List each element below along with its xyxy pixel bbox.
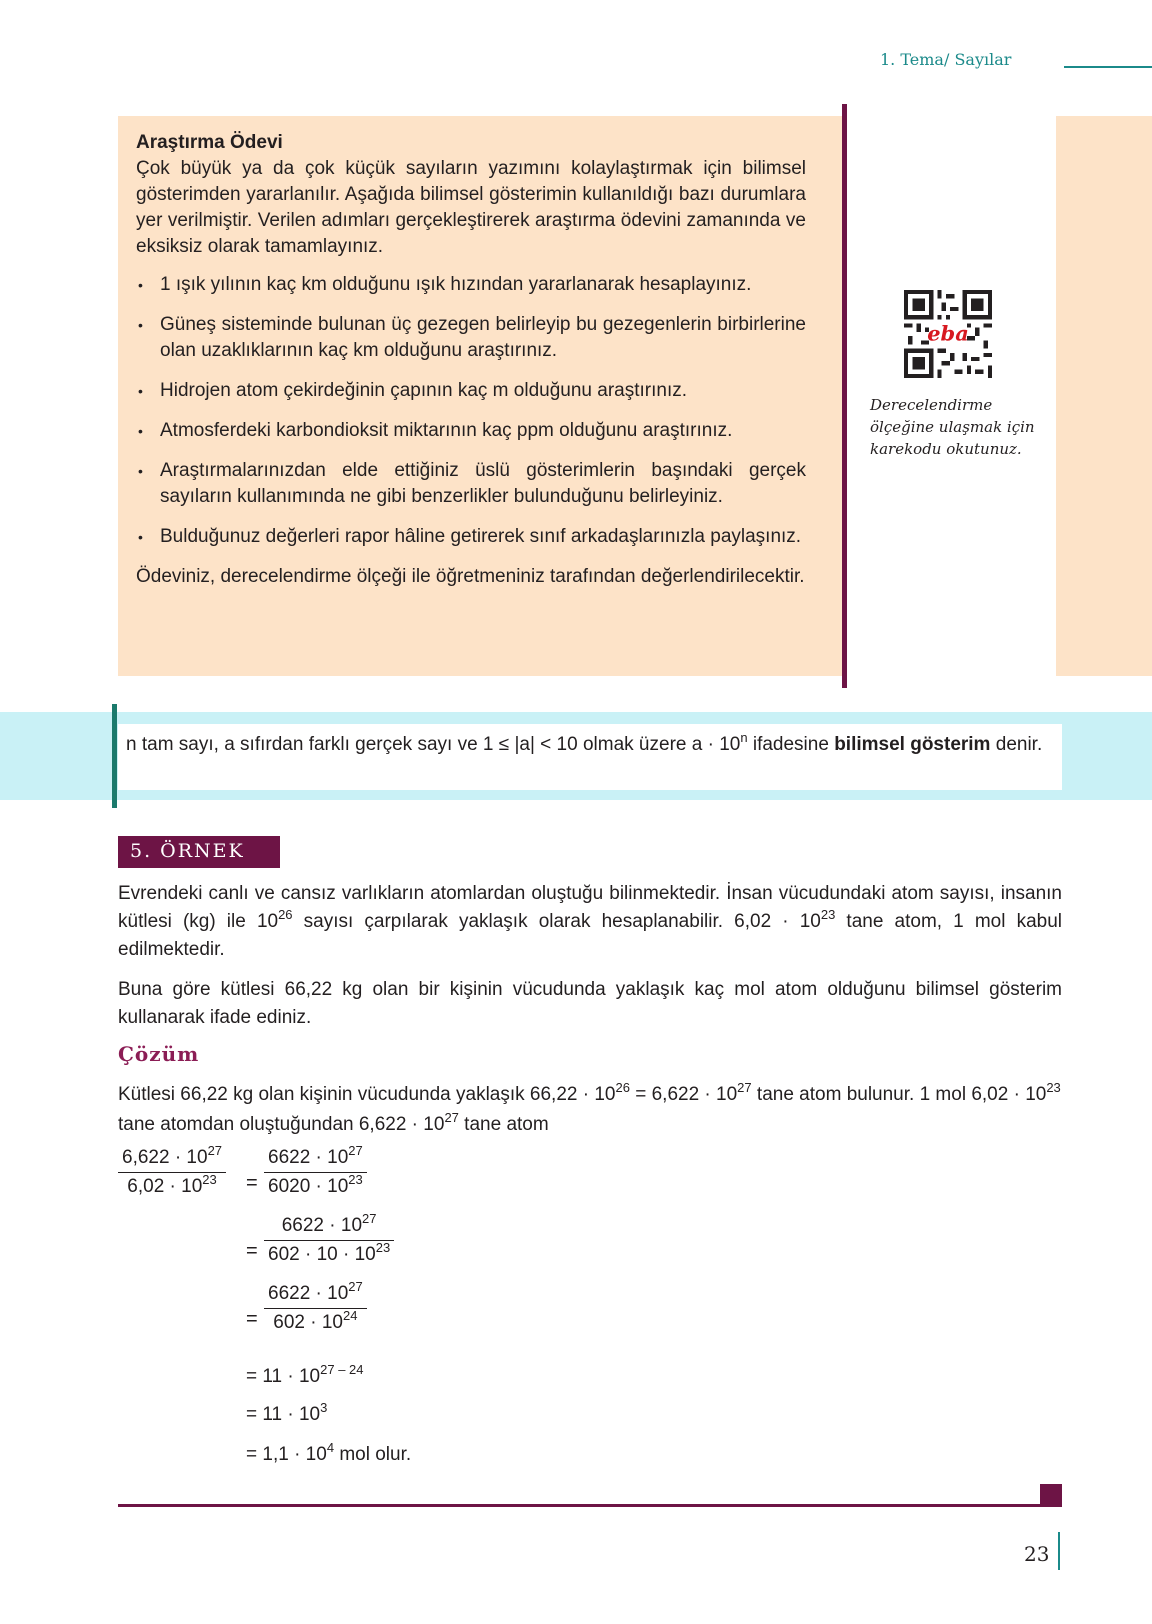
example-label: 5. ÖRNEK xyxy=(118,836,280,868)
example-paragraph: Evrendeki canlı ve cansız varlıkların atomlardan oluştuğu bilinmektedir. İnsan vücudundaki atom sayısı, insanın kütlesi (kg) ile $10^{26}$ sayısı çarpılarak yaklaşık olarak hesaplanabilir. $6,02 \cdot 10^{23}$ tane atom, 1 mol kabul edilmektedir. xyxy=(118,883,1063,960)
solution-text: Kütlesi 66,22 kg olan kişinin vücudunda yaklaşık $66,22 \cdot 10^{26} = 6,622 \cdot 10^{27}$ tane atom bulunur. 1 mol $6,02 \cdot 10^{23}$ tane atomdan oluştuğundan $6,622 \cdot 10^{27}$ tane atom xyxy=(118,1080,1061,1135)
header-theme: 1. Tema/ Sayılar xyxy=(880,50,1012,69)
solution-title: Çözüm xyxy=(118,1042,200,1066)
solution-step-6: = $1,1 \cdot 10^4$ mol olur. xyxy=(246,1440,412,1465)
definition-exponent: n xyxy=(740,730,748,745)
research-bullet: • 1 ışık yılının kaç km olduğunu ışık hızından yararlanarak hesaplayınız. xyxy=(136,272,806,298)
equals-sign: = xyxy=(246,1240,258,1262)
definition-text: n tam sayı, a sıfırdan farklı gerçek sayı ve 1 ≤ |a| < 10 olmak üzere a · 10 xyxy=(126,734,741,755)
research-bullet: • Güneş sisteminde bulunan üç gezegen belirleyip bu gezegenlerin birbirlerine olan uzaklıklarının kaç km olduğunu araştırınız. xyxy=(136,312,806,364)
solution-step-5: = $11 \cdot 10^3$ xyxy=(246,1400,328,1425)
equals-sign: = xyxy=(246,1308,258,1330)
footer-square xyxy=(1040,1484,1062,1506)
footer-rule xyxy=(118,1504,1062,1507)
margin-strip xyxy=(1056,116,1152,676)
research-bullet: • Bulduğunuz değerleri rapor hâline getirerek sınıf arkadaşlarınızla paylaşınız. xyxy=(136,524,806,550)
fraction-step-2: $\frac{6622 \cdot 10^{27}}{602 \cdot 10 \cdot 10^{23}}$ xyxy=(264,1212,394,1269)
page-number-rule xyxy=(1058,1532,1060,1570)
example-text xyxy=(118,880,1062,1044)
definition-box xyxy=(118,724,1062,790)
equals-sign: = xyxy=(246,1172,258,1194)
definition-text: denir. xyxy=(990,734,1043,755)
definition-bar xyxy=(112,704,117,808)
definition-text: ifadesine xyxy=(747,734,835,755)
research-divider xyxy=(842,104,847,688)
research-title: Araştırma Ödevi xyxy=(136,132,283,153)
qr-logo-text: eba xyxy=(927,320,969,346)
research-bullets xyxy=(136,272,806,550)
fraction-step-1-right: $\frac{6622 \cdot 10^{27}}{6020 \cdot 10^{23}}$ xyxy=(264,1144,367,1201)
research-bullet: • Atmosferdeki karbondioksit miktarının kaç ppm olduğunu araştırınız. xyxy=(136,418,806,444)
solution-step-4: = $11 \cdot 10^{27 - 24}$ xyxy=(246,1362,364,1387)
fraction-step-1-left: $\frac{6,622 \cdot 10^{27}}{6,02 \cdot 10^{23}}$ xyxy=(118,1144,226,1201)
research-bullet: • Hidrojen atom çekirdeğinin çapının kaç m olduğunu araştırınız. xyxy=(136,378,806,404)
research-bullet: • Araştırmalarınızdan elde ettiğiniz üslü gösterimlerin başındaki gerçek sayıların kullanımında ne gibi benzerlikler bulunduğunu belirleyiniz. xyxy=(136,458,806,510)
header-rule xyxy=(1064,66,1152,68)
research-intro: Çok büyük ya da çok küçük sayıların yazımını kolaylaştırmak için bilimsel gösterimden yararlanılır. Aşağıda bilimsel gösterimin kullanıldığı bazı durumlara yer verilmiştir. Verilen adımları gerçekleştirerek araştırma ödevini zamanında ve eksiksiz olarak tamamlayınız. xyxy=(136,158,806,257)
research-closing: Ödeviniz, derecelendirme ölçeği ile öğretmeniniz tarafından değerlendirilecektir. xyxy=(136,566,805,587)
qr-code-icon[interactable] xyxy=(904,290,992,378)
qr-caption: Derecelendirme ölçeğine ulaşmak için karekodu okutunuz. xyxy=(870,396,1035,458)
example-question: Buna göre kütlesi 66,22 kg olan bir kişinin vücudunda yaklaşık kaç mol atom olduğunu bilimsel gösterim kullanarak ifade ediniz. xyxy=(118,979,1062,1028)
research-content xyxy=(136,130,806,590)
definition-term: bilimsel gösterim xyxy=(834,734,991,755)
page-number: 23 xyxy=(1024,1542,1050,1566)
fraction-step-3: $\frac{6622 \cdot 10^{27}}{602 \cdot 10^{24}}$ xyxy=(264,1280,367,1337)
